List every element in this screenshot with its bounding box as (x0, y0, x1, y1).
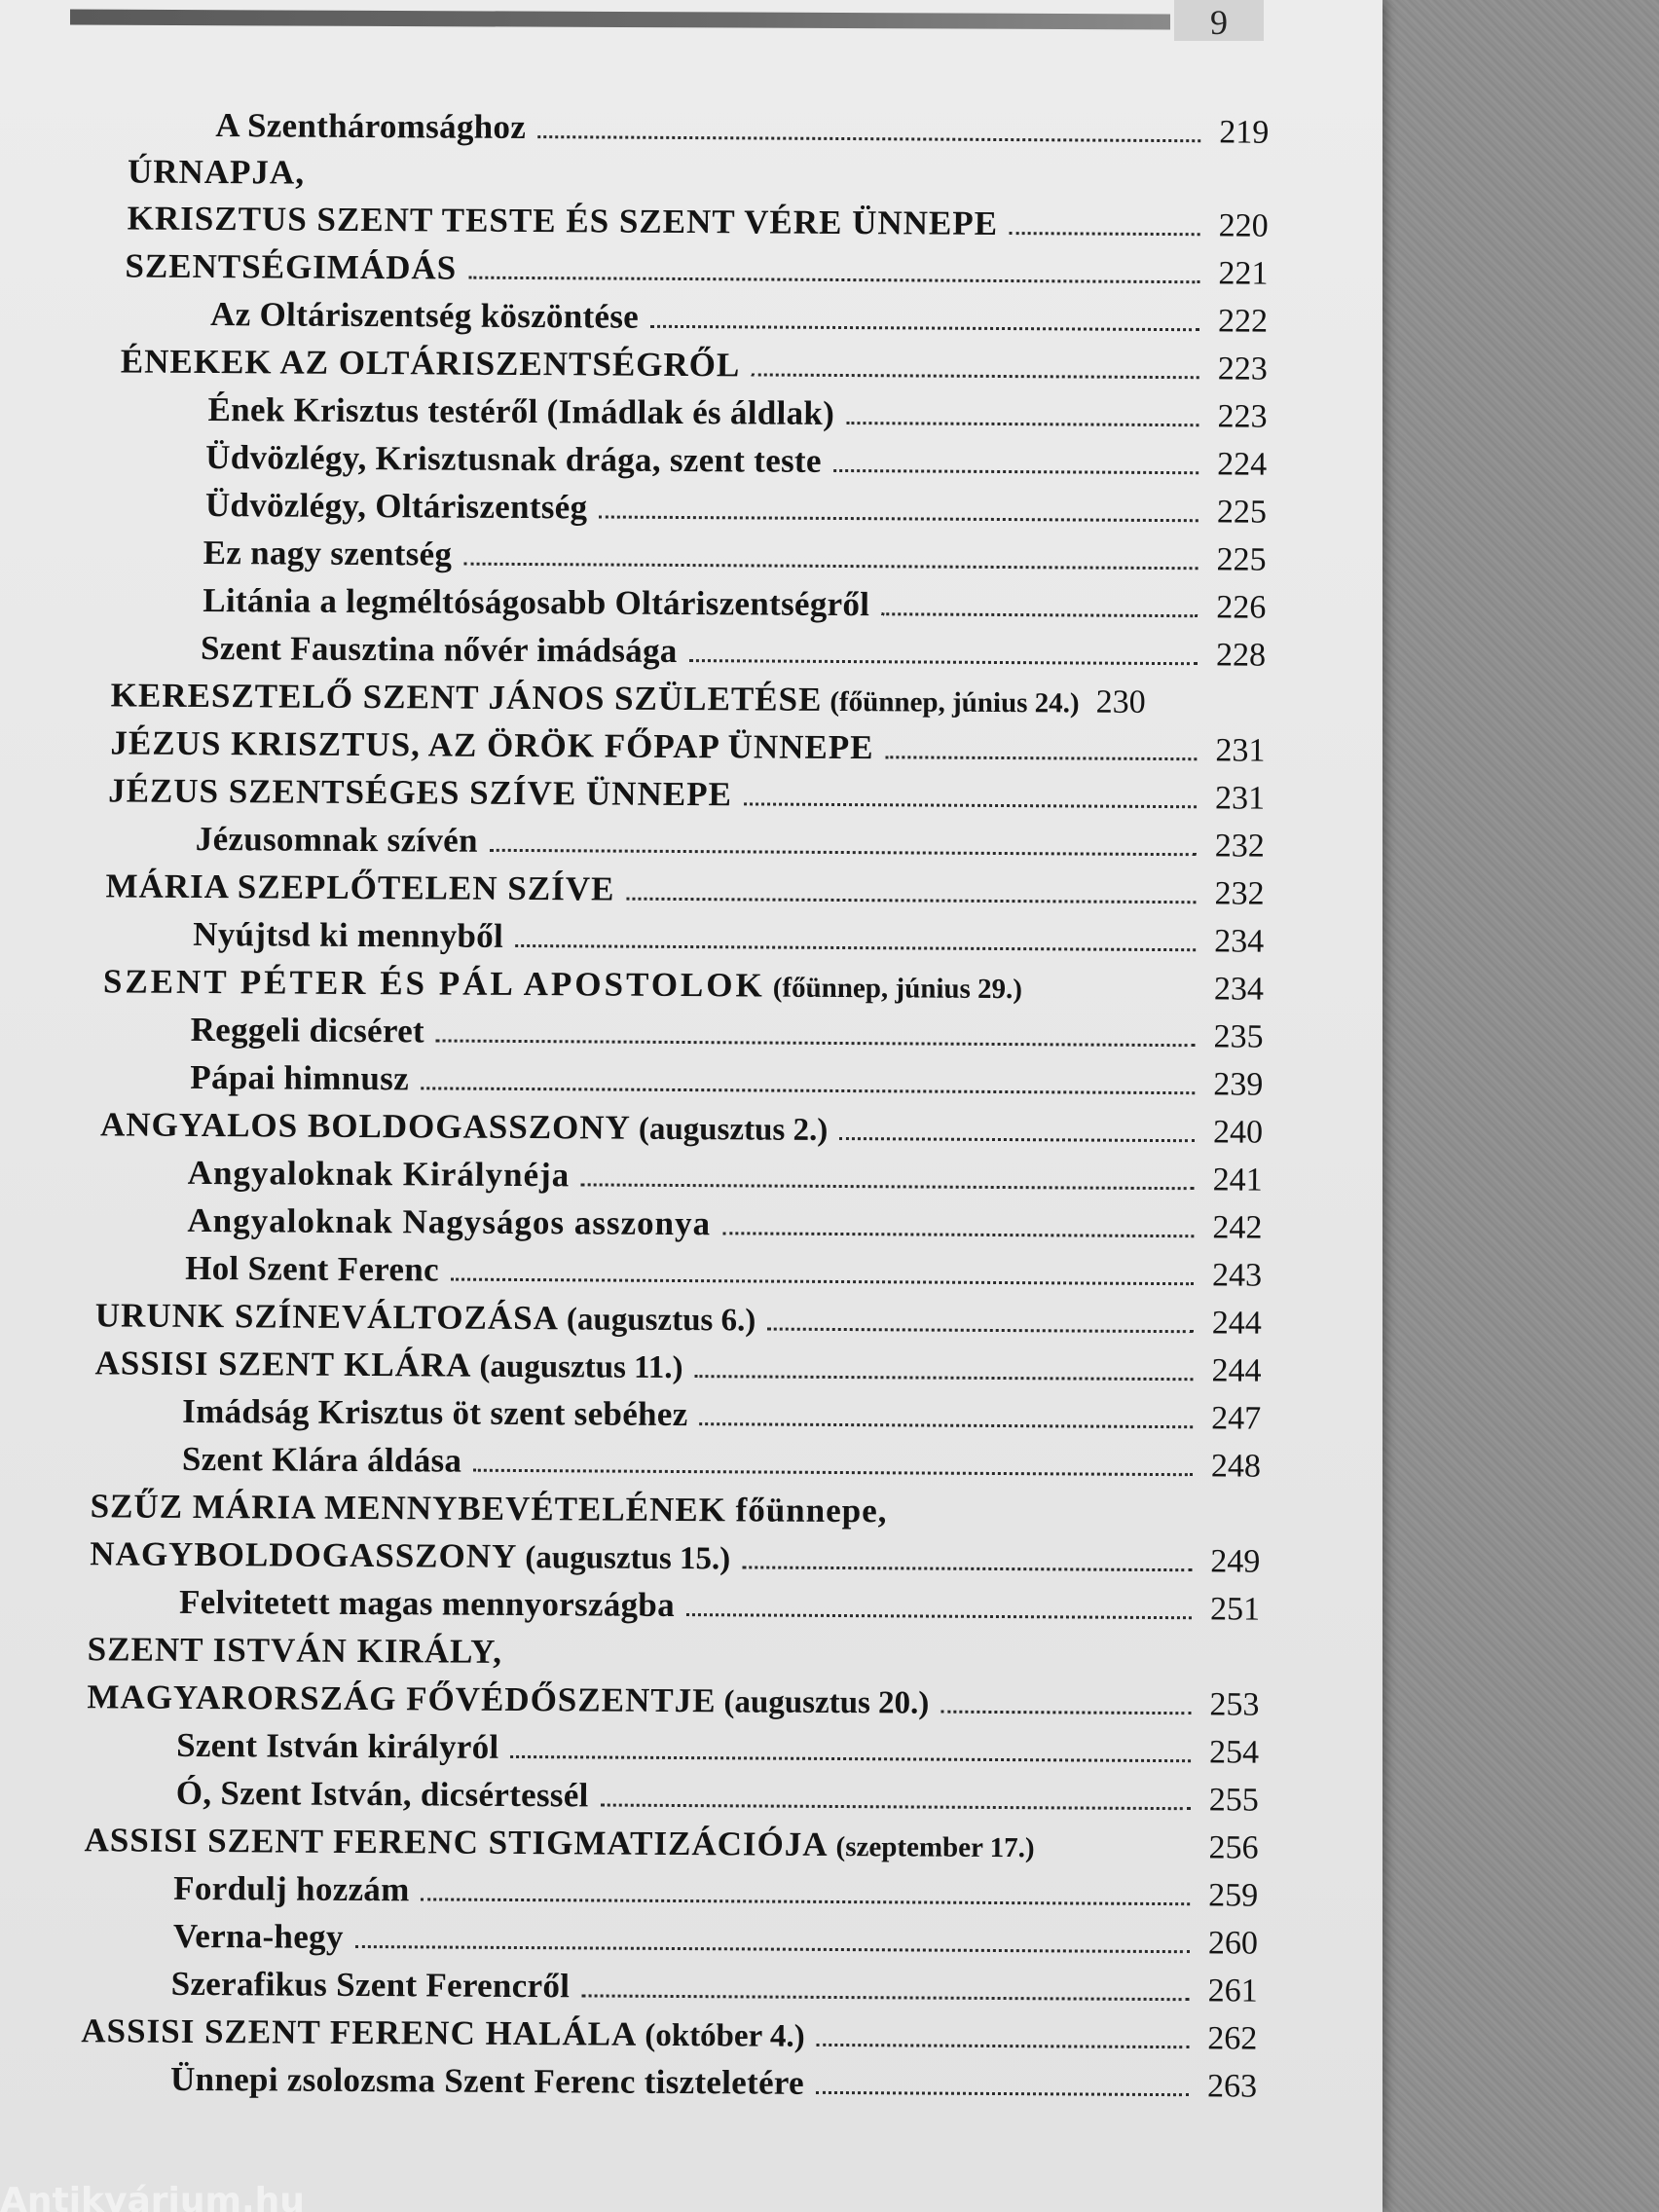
leader-dots (940, 1711, 1191, 1715)
toc-entry-page: 231 (1214, 780, 1266, 817)
toc-entry-page: 244 (1211, 1352, 1262, 1389)
toc-entry-title: MAGYARORSZÁG FŐVÉDŐSZENTJE (87, 1677, 717, 1720)
toc-entry-title: Hol Szent Ferenc (185, 1248, 440, 1289)
toc-entry (188, 1154, 1263, 1199)
leader-dots (699, 1422, 1193, 1428)
toc-entry-page: 242 (1212, 1209, 1263, 1246)
toc-entry (193, 915, 1264, 961)
leader-dots (833, 469, 1198, 474)
toc-entry-page: 247 (1211, 1400, 1262, 1437)
toc-entry (179, 1583, 1260, 1629)
toc-entry-title: Reggeli dicséret (190, 1010, 425, 1051)
toc-entry-note: (szeptember 17.) (835, 1830, 1035, 1864)
leader-dots (510, 1755, 1191, 1762)
toc-entry-title: Jézusomnak szívén (195, 819, 478, 860)
toc-entry-title: Szent Fausztina nővér imádsága (200, 628, 678, 670)
toc-entry (176, 1774, 1259, 1820)
toc-entry-title: ANGYALOS BOLDOGASSZONY (99, 1105, 632, 1147)
toc-entry-note: (augusztus 11.) (479, 1348, 683, 1386)
leader-dots (686, 1613, 1192, 1619)
toc-entry-page: 226 (1216, 589, 1267, 626)
leader-dots (473, 1469, 1193, 1477)
toc-entry (128, 200, 1269, 245)
toc-entry-note: (augusztus 2.) (638, 1111, 829, 1148)
toc-entry-title: Felvitetett magas mennyországba (178, 1582, 676, 1624)
toc-entry-note: (főünnep, június 29.) (772, 972, 1023, 1006)
toc-entry-note: (főünnep, június 24.) (830, 685, 1080, 719)
toc-entry-page: 219 (1219, 114, 1270, 151)
leader-dots (1034, 995, 1196, 999)
toc-entry (90, 1534, 1260, 1580)
toc-entry-page: 261 (1207, 1972, 1258, 2009)
leader-dots (816, 2091, 1189, 2096)
toc-entry-page: 239 (1213, 1066, 1264, 1103)
toc-entry-title: ASSISI SZENT FERENC HALÁLA (81, 2011, 638, 2053)
page-number: 9 (1210, 3, 1228, 42)
toc-entry (81, 2011, 1257, 2057)
leader-dots (1047, 1854, 1191, 1858)
toc-entry-page: 224 (1217, 446, 1268, 483)
toc-entry (205, 486, 1267, 532)
toc-entry-title: Ünnepi zsolozsma Szent Ferenc tiszteletére (169, 2059, 805, 2102)
toc-entry-title: Angyaloknak Nagyságos asszonya (187, 1200, 712, 1243)
leader-dots (515, 944, 1196, 951)
toc-entry (173, 1869, 1258, 1915)
toc-entry-page: 222 (1217, 303, 1269, 340)
toc-entry-title: ASSISI SZENT FERENC STIGMATIZÁCIÓJA (84, 1821, 829, 1863)
leader-dots (468, 276, 1199, 284)
toc-entry-page: 255 (1208, 1782, 1259, 1819)
toc-heading-line: SZŰZ MÁRIA MENNYBEVÉTELÉNEK főünnepe, (90, 1487, 888, 1530)
toc-entry-title: Ó, Szent István, dicsértessél (175, 1773, 589, 1815)
toc-entry (173, 1917, 1258, 1963)
toc-entry (87, 1677, 1259, 1723)
toc-entry (95, 1296, 1262, 1342)
toc-entry-page: 232 (1214, 828, 1265, 865)
leader-dots (451, 1278, 1194, 1286)
toc-entry-page: 234 (1214, 923, 1265, 960)
toc-entry-page: 251 (1209, 1591, 1261, 1628)
toc-entry-page: 225 (1216, 541, 1267, 578)
leader-dots (537, 135, 1200, 142)
toc-entry-title: KRISZTUS SZENT TESTE ÉS SZENT VÉRE ÜNNEPE (127, 199, 999, 242)
toc-entry-page: 225 (1216, 494, 1268, 531)
adjacent-page-background (1382, 0, 1659, 2212)
toc-entry (203, 581, 1266, 627)
leader-dots (355, 1945, 1190, 1953)
toc-entry-page: 260 (1207, 1925, 1259, 1962)
leader-dots (742, 1566, 1192, 1571)
toc-entry-page: 235 (1213, 1018, 1264, 1055)
toc-entry-page: 254 (1209, 1734, 1260, 1771)
leader-dots (650, 325, 1199, 331)
leader-dots (846, 422, 1198, 426)
toc-entry-title: Fordulj hozzám (173, 1868, 410, 1909)
toc-entry-title: URUNK SZÍNEVÁLTOZÁSA (94, 1296, 560, 1338)
toc-entry-page: 244 (1211, 1305, 1262, 1342)
toc-entry (203, 534, 1267, 579)
toc-entry-note: (augusztus 20.) (723, 1684, 930, 1721)
toc-entry-title: Üdvözlégy, Krisztusnak drága, szent teste (205, 438, 822, 480)
toc-entry-page: 234 (1213, 971, 1265, 1008)
leader-dots (436, 1039, 1196, 1047)
leader-dots (599, 515, 1198, 522)
toc-entry-page: 231 (1215, 732, 1266, 769)
toc-entry-title: JÉZUS KRISZTUS, AZ ÖRÖK FŐPAP ÜNNEPE (110, 723, 874, 767)
toc-entry-note: (augusztus 6.) (566, 1302, 756, 1339)
toc-entry (210, 295, 1268, 341)
toc-entry (94, 1344, 1261, 1389)
toc-entry-page: 262 (1207, 2020, 1258, 2057)
toc-entry-page: 240 (1212, 1114, 1264, 1151)
toc-entry (191, 1011, 1264, 1056)
leader-dots (581, 1994, 1189, 2001)
toc-entry-page: 259 (1208, 1877, 1259, 1914)
toc-entry (215, 106, 1269, 152)
toc-entry-title: Imádság Krisztus öt szent sebéhez (182, 1391, 688, 1434)
toc-entry-title: SZENT PÉTER ÉS PÁL APOSTOLOK (102, 962, 765, 1005)
toc-entry-title: Üdvözlégy, Oltáriszentség (204, 486, 588, 527)
toc-entry-page: 230 (1095, 683, 1146, 720)
toc-entry-title: NAGYBOLDOGASSZONY (90, 1534, 518, 1575)
leader-dots (581, 1183, 1195, 1190)
toc-entry-page: 248 (1210, 1448, 1262, 1485)
toc-entry-page: 253 (1209, 1686, 1260, 1723)
toc-entry-title: Az Oltáriszentség köszöntése (210, 295, 640, 336)
toc-entry-title: Szent Klára áldása (181, 1439, 462, 1480)
toc-entry-title: Litánia a legméltóságosabb Oltáriszentségről (203, 580, 870, 624)
toc-entry (182, 1440, 1261, 1486)
leader-dots (689, 659, 1198, 665)
leader-dots (490, 849, 1197, 856)
leader-dots (767, 1328, 1194, 1334)
toc-entry-title: ASSISI SZENT KLÁRA (94, 1344, 472, 1384)
toc-entry-title: Ez nagy szentség (203, 533, 453, 573)
toc-entry-title: Szent István királyról (176, 1725, 499, 1766)
toc-entry (105, 866, 1264, 912)
toc-entry-page: 223 (1217, 350, 1268, 387)
toc-entry-title: Nyújtsd ki mennyből (193, 914, 504, 955)
toc-entry-title: SZENTSÉGIMÁDÁS (125, 246, 458, 287)
toc-entry-note: (augusztus 15.) (525, 1540, 731, 1577)
toc-entry-page: 223 (1217, 398, 1268, 435)
toc-entry (108, 771, 1265, 817)
toc-entry (111, 676, 1266, 721)
leader-dots (1010, 232, 1200, 236)
leader-dots (839, 1137, 1195, 1142)
toc-entry-page: 241 (1212, 1161, 1263, 1198)
toc-entry (110, 723, 1265, 769)
toc-entry (176, 1726, 1259, 1772)
toc-entry-title: KERESZTELŐ SZENT JÁNOS SZÜLETÉSE (110, 676, 823, 719)
toc-entry-title: A Szentháromsághoz (215, 106, 527, 147)
toc-entry-page: 221 (1218, 255, 1269, 292)
leader-dots (422, 1898, 1191, 1905)
toc-entry (187, 1201, 1262, 1247)
leader-dots (817, 2044, 1190, 2048)
toc-entry-page: 228 (1215, 637, 1267, 674)
toc-entry-title: ÉNEKEK AZ OLTÁRISZENTSÉGRŐL (120, 342, 741, 385)
toc-entry (100, 1105, 1263, 1151)
watermark: Antikvárium.hu (0, 2181, 305, 2212)
toc-entry (103, 962, 1264, 1008)
toc-entry-title: Verna-hegy (172, 1916, 344, 1956)
toc-entry-page: 249 (1210, 1543, 1261, 1580)
toc-entry-page: 256 (1208, 1829, 1259, 1866)
leader-dots (885, 756, 1197, 760)
leader-dots (626, 898, 1196, 904)
leader-dots (744, 802, 1197, 808)
toc-entry (207, 390, 1267, 436)
toc-entry (205, 438, 1267, 484)
leader-dots (722, 1232, 1194, 1237)
toc-entry-title: MÁRIA SZEPLŐTELEN SZÍVE (105, 866, 615, 908)
leader-dots (881, 612, 1198, 617)
toc-entry (182, 1392, 1261, 1438)
toc-entry-title: JÉZUS SZENTSÉGES SZÍVE ÜNNEPE (108, 771, 732, 814)
toc-entry (196, 820, 1265, 866)
toc-entry (121, 342, 1268, 387)
toc-entry-page: 243 (1212, 1257, 1263, 1294)
toc-entry-note: (október 4.) (645, 2017, 805, 2054)
toc-entry (185, 1249, 1262, 1295)
toc-entry-title: Pápai himnusz (190, 1057, 410, 1098)
leader-dots (421, 1087, 1195, 1094)
toc-entry-title: Szerafikus Szent Ferencről (170, 1964, 571, 2006)
toc-entry (171, 1965, 1258, 2010)
leader-dots (694, 1375, 1193, 1381)
toc-entry (84, 1821, 1258, 1866)
toc-entry-page: 263 (1206, 2068, 1258, 2105)
toc-heading-line: SZENT ISTVÁN KIRÁLY, (87, 1630, 503, 1671)
toc-entry (201, 629, 1266, 675)
leader-dots (752, 373, 1199, 379)
toc-entry-title: Ének Krisztus testéről (Imádlak és áldlak) (207, 390, 835, 432)
leader-dots (601, 1804, 1191, 1811)
toc-entry-page: 232 (1214, 875, 1265, 912)
leader-dots (463, 563, 1198, 571)
toc-entry (190, 1058, 1263, 1104)
toc-entry-page: 220 (1218, 207, 1269, 244)
toc-entry (170, 2060, 1257, 2106)
toc-heading-line: ÚRNAPJA, (127, 152, 306, 192)
toc-entry (125, 246, 1268, 292)
toc-entry-title: Angyaloknak Királynéja (187, 1153, 571, 1195)
